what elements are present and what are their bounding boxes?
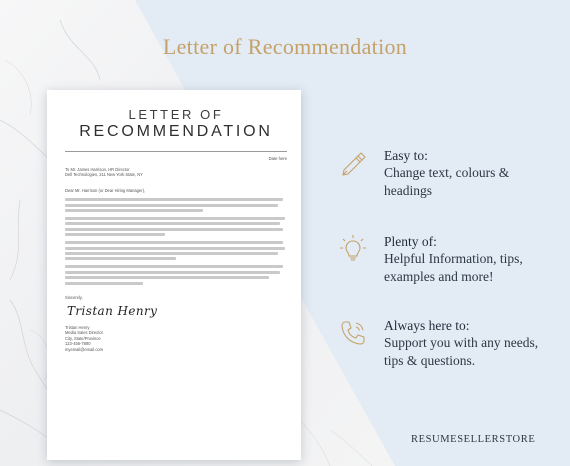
feature-heading: Easy to: [384, 148, 428, 163]
text-line [65, 257, 176, 260]
doc-paragraph [65, 241, 287, 260]
text-line [65, 233, 165, 236]
feature-line: examples and more! [384, 269, 494, 284]
text-line [65, 252, 278, 255]
signature: Tristan Henry [67, 303, 158, 318]
sender-line: City, State/Province [65, 335, 101, 341]
sender-line: Tristan Henry [65, 324, 90, 330]
feature-line: tips & questions. [384, 353, 476, 368]
doc-closing: Sincerely, [65, 294, 83, 300]
doc-paragraph [65, 265, 287, 284]
doc-title-line1: LETTER OF [128, 107, 224, 122]
doc-divider [65, 151, 287, 152]
sender-line: 123-456-7890 [65, 341, 91, 347]
text-line [65, 204, 278, 207]
page-headline: Letter of Recommendation [162, 34, 408, 59]
text-line [65, 228, 283, 231]
feature-line: Support you with any needs, [384, 335, 539, 350]
brand-name: RESUMESELLERSTORE [411, 434, 536, 445]
feature-heading: Always here to: [384, 318, 470, 333]
text-line [65, 282, 143, 285]
feature-line: Change text, colours & [384, 165, 510, 180]
sender-line: Media Sales Director [65, 330, 103, 336]
doc-paragraph [65, 217, 287, 236]
feature-heading: Plenty of: [384, 234, 437, 249]
text-line [65, 276, 269, 279]
text-line [65, 247, 285, 250]
feature-line: headings [384, 183, 432, 198]
text-line [65, 222, 280, 225]
recipient-line: To Mr. James Harrison, HR Director [65, 167, 130, 172]
doc-paragraph [65, 198, 287, 212]
pen-icon [338, 148, 368, 178]
sender-line: myemail@email.com [65, 346, 104, 352]
lightbulb-icon [338, 234, 368, 264]
text-line [65, 217, 285, 220]
text-line [65, 209, 203, 212]
doc-recipient [65, 167, 287, 178]
doc-title-line2: RECOMMENDATION [79, 123, 273, 140]
phone-icon [338, 318, 368, 348]
text-line [65, 241, 283, 244]
text-line [65, 265, 283, 268]
doc-sender [65, 325, 287, 352]
text-line [65, 271, 280, 274]
letter-document [47, 90, 301, 460]
feature-line: Helpful Information, tips, [384, 251, 523, 266]
doc-salutation: Dear Mr. Harrison (or Dear Hiring Manager), [65, 187, 146, 193]
recipient-line: Dell Technologies, 211 New York State, NY [65, 172, 143, 178]
doc-date: Date here [268, 156, 287, 161]
text-line [65, 198, 283, 201]
